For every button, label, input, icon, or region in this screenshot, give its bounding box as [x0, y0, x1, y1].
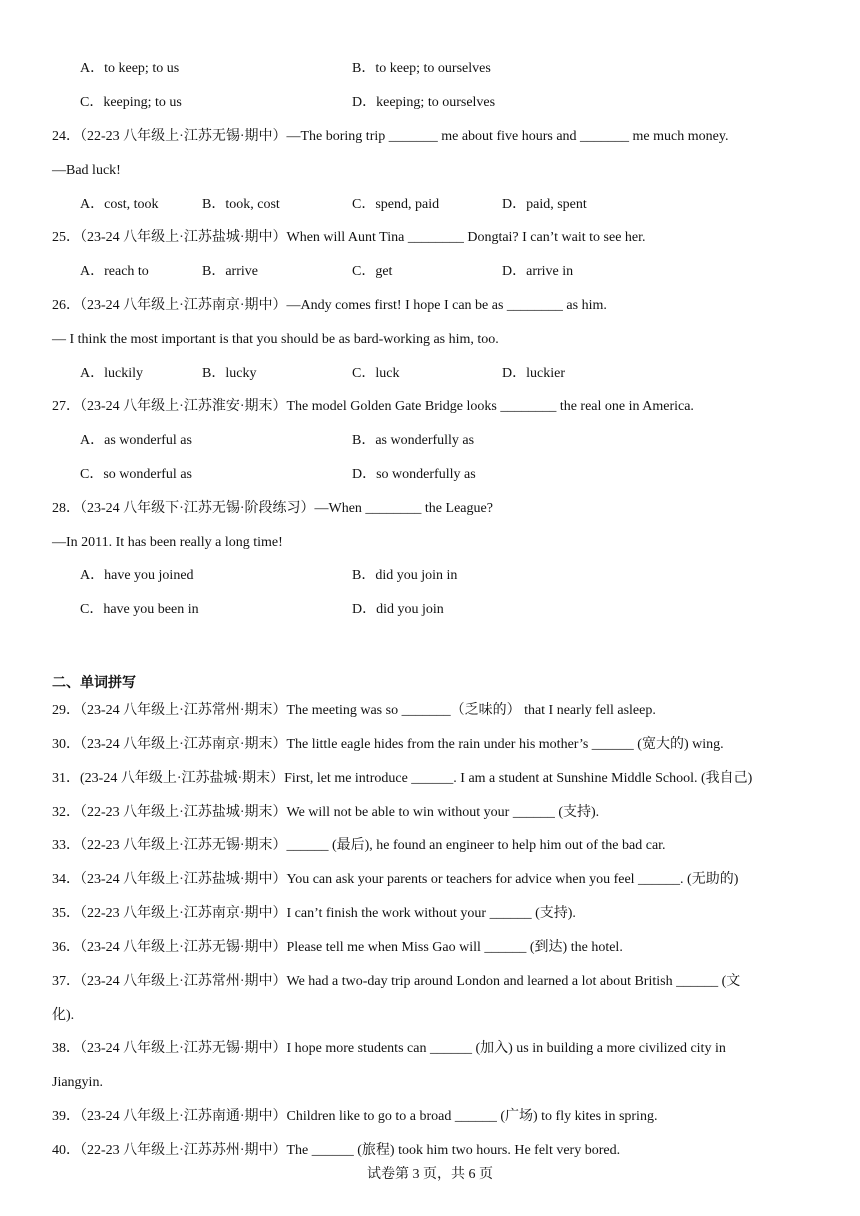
spelling-question: 35．（22-23 八年级上·江苏南京·期中）I can’t finish the work without your ______ (支持).	[52, 906, 576, 921]
q27-option-a: A．as wonderful as	[80, 433, 192, 448]
spelling-question: 29．（23-24 八年级上·江苏常州·期末）The meeting was so _______（乏味的） that I nearly fell asleep.	[52, 703, 656, 718]
q23-option-c: C．keeping; to us	[80, 95, 182, 110]
q27-stem: 27．（23-24 八年级上·江苏淮安·期末）The model Golden Gate Bridge looks ________ the real one in America.	[52, 399, 694, 414]
q26-option-b: B．lucky	[202, 366, 257, 381]
q27-option-d: D．so wonderfully as	[352, 467, 476, 482]
q24-option-b: B．took, cost	[202, 197, 280, 212]
q26-reply: — I think the most important is that you should be as bard-working as him, too.	[52, 332, 499, 347]
spelling-question: 36．（23-24 八年级上·江苏无锡·期中）Please tell me when Miss Gao will ______ (到达) the hotel.	[52, 940, 623, 955]
q28-reply: —In 2011. It has been really a long time!	[52, 535, 283, 550]
q23-option-b: B．to keep; to ourselves	[352, 61, 491, 76]
q24-option-c: C．spend, paid	[352, 197, 440, 212]
spelling-question: 40．（22-23 八年级上·江苏苏州·期中）The ______ (旅程) took him two hours. He felt very bored.	[52, 1143, 621, 1158]
spelling-question-continued: Jiangyin.	[52, 1075, 103, 1090]
spelling-question: 34．（23-24 八年级上·江苏盐城·期中）You can ask your parents or teachers for advice when you feel ______. (无助的)	[52, 872, 739, 887]
q27-option-c: C．so wonderful as	[80, 467, 192, 482]
section-title-spelling: 二、单词拼写	[52, 676, 136, 691]
q26-stem: 26．（23-24 八年级上·江苏南京·期中）—Andy comes first! I hope I can be as ________ as him.	[52, 298, 607, 313]
q25-option-c: C．get	[352, 264, 393, 279]
q27-option-b: B．as wonderfully as	[352, 433, 475, 448]
q25-option-a: A．reach to	[80, 264, 149, 279]
q26-option-a: A．luckily	[80, 366, 143, 381]
page-footer: 试卷第 3 页，共 6 页	[367, 1167, 493, 1182]
q24-option-d: D．paid, spent	[502, 197, 587, 212]
q28-option-a: A．have you joined	[80, 568, 194, 583]
spelling-question: 32．（22-23 八年级上·江苏盐城·期末）We will not be able to win without your ______ (支持).	[52, 805, 600, 820]
spelling-question: 37．（23-24 八年级上·江苏常州·期中）We had a two-day trip around London and learned a lot about British ______ (文	[52, 974, 741, 989]
q28-stem: 28．（23-24 八年级下·江苏无锡·阶段练习）—When ________ the League?	[52, 501, 493, 516]
q25-stem: 25．（23-24 八年级上·江苏盐城·期中）When will Aunt Tina ________ Dongtai? I can’t wait to see her.	[52, 230, 646, 245]
spelling-question: 30．（23-24 八年级上·江苏南京·期末）The little eagle hides from the rain under his mother’s ______ (宽大的) wing.	[52, 737, 724, 752]
q24-reply: —Bad luck!	[52, 163, 121, 178]
q25-option-d: D．arrive in	[502, 264, 574, 279]
q24-stem: 24．（22-23 八年级上·江苏无锡·期中）—The boring trip _______ me about five hours and _______ me much money.	[52, 129, 729, 144]
q28-option-d: D．did you join	[352, 602, 444, 617]
q24-option-a: A．cost, took	[80, 197, 159, 212]
q23-option-d: D．keeping; to ourselves	[352, 95, 496, 110]
spelling-question: 38．（23-24 八年级上·江苏无锡·期中）I hope more students can ______ (加入) us in building a more civilized city in	[52, 1041, 726, 1056]
spelling-question: 31．(23-24 八年级上·江苏盐城·期末）First, let me introduce ______. I am a student at Sunshine Middle School. (我自己)	[52, 771, 753, 786]
q26-option-d: D．luckier	[502, 366, 565, 381]
q25-option-b: B．arrive	[202, 264, 258, 279]
spelling-question: 33．（22-23 八年级上·江苏无锡·期末）______ (最后), he found an engineer to help him out of the bad car.	[52, 838, 666, 853]
q26-option-c: C．luck	[352, 366, 400, 381]
spelling-question: 39．（23-24 八年级上·江苏南通·期中）Children like to go to a broad ______ (广场) to fly kites in spring.	[52, 1109, 658, 1124]
q28-option-c: C．have you been in	[80, 602, 199, 617]
spelling-question-continued: 化).	[52, 1008, 75, 1023]
q28-option-b: B．did you join in	[352, 568, 458, 583]
q23-option-a: A．to keep; to us	[80, 61, 180, 76]
